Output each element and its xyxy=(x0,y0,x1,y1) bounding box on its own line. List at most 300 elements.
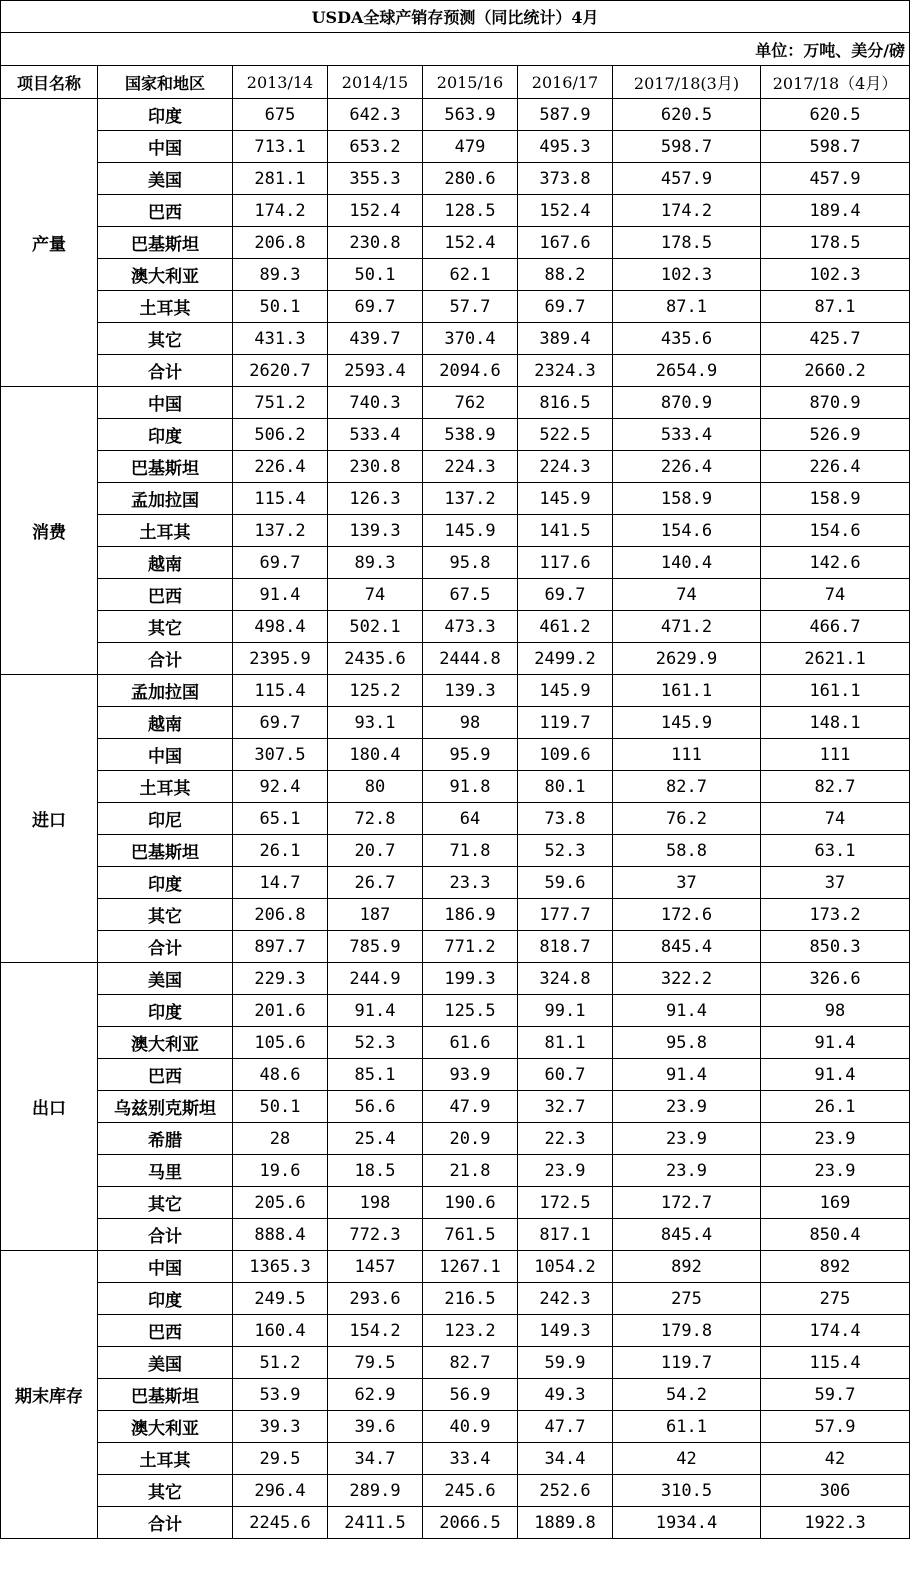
value-cell: 178.5 xyxy=(761,227,910,259)
value-cell: 115.4 xyxy=(233,675,328,707)
category-cell: 产量 xyxy=(1,99,98,387)
value-cell: 137.2 xyxy=(423,483,518,515)
category-cell: 出口 xyxy=(1,963,98,1251)
value-cell: 87.1 xyxy=(613,291,761,323)
region-cell: 中国 xyxy=(98,1251,233,1283)
value-cell: 58.8 xyxy=(613,835,761,867)
value-cell: 230.8 xyxy=(328,227,423,259)
value-cell: 102.3 xyxy=(761,259,910,291)
value-cell: 180.4 xyxy=(328,739,423,771)
region-cell: 合计 xyxy=(98,643,233,675)
value-cell: 71.8 xyxy=(423,835,518,867)
value-cell: 76.2 xyxy=(613,803,761,835)
table-row xyxy=(1,1251,910,1283)
table-row xyxy=(1,1219,910,1251)
region-cell: 澳大利亚 xyxy=(98,1411,233,1443)
value-cell: 169 xyxy=(761,1187,910,1219)
value-cell: 62.9 xyxy=(328,1379,423,1411)
value-cell: 435.6 xyxy=(613,323,761,355)
table-row xyxy=(1,579,910,611)
header-2017-18-april: 2017/18（4月） xyxy=(761,66,910,99)
table-row xyxy=(1,1475,910,1507)
table-row xyxy=(1,1155,910,1187)
table-row xyxy=(1,1091,910,1123)
value-cell: 598.7 xyxy=(613,131,761,163)
value-cell: 93.9 xyxy=(423,1059,518,1091)
value-cell: 91.4 xyxy=(613,995,761,1027)
value-cell: 23.9 xyxy=(761,1155,910,1187)
value-cell: 897.7 xyxy=(233,931,328,963)
value-cell: 56.9 xyxy=(423,1379,518,1411)
value-cell: 39.6 xyxy=(328,1411,423,1443)
value-cell: 244.9 xyxy=(328,963,423,995)
value-cell: 123.2 xyxy=(423,1315,518,1347)
value-cell: 2629.9 xyxy=(613,643,761,675)
region-cell: 印度 xyxy=(98,99,233,131)
region-cell: 美国 xyxy=(98,963,233,995)
header-2015-16: 2015/16 xyxy=(423,66,518,99)
value-cell: 179.8 xyxy=(613,1315,761,1347)
value-cell: 771.2 xyxy=(423,931,518,963)
table-row xyxy=(1,771,910,803)
region-cell: 越南 xyxy=(98,707,233,739)
value-cell: 206.8 xyxy=(233,227,328,259)
value-cell: 870.9 xyxy=(613,387,761,419)
region-cell: 其它 xyxy=(98,611,233,643)
table-row xyxy=(1,1187,910,1219)
region-cell: 印度 xyxy=(98,995,233,1027)
value-cell: 92.4 xyxy=(233,771,328,803)
value-cell: 870.9 xyxy=(761,387,910,419)
value-cell: 160.4 xyxy=(233,1315,328,1347)
value-cell: 126.3 xyxy=(328,483,423,515)
value-cell: 39.3 xyxy=(233,1411,328,1443)
value-cell: 72.8 xyxy=(328,803,423,835)
value-cell: 216.5 xyxy=(423,1283,518,1315)
value-cell: 186.9 xyxy=(423,899,518,931)
table-row xyxy=(1,1123,910,1155)
value-cell: 33.4 xyxy=(423,1443,518,1475)
table-row xyxy=(1,739,910,771)
value-cell: 439.7 xyxy=(328,323,423,355)
value-cell: 137.2 xyxy=(233,515,328,547)
value-cell: 154.2 xyxy=(328,1315,423,1347)
value-cell: 2066.5 xyxy=(423,1507,518,1539)
value-cell: 23.9 xyxy=(761,1123,910,1155)
value-cell: 2245.6 xyxy=(233,1507,328,1539)
table-row xyxy=(1,195,910,227)
value-cell: 226.4 xyxy=(233,451,328,483)
value-cell: 892 xyxy=(761,1251,910,1283)
region-cell: 巴基斯坦 xyxy=(98,451,233,483)
value-cell: 178.5 xyxy=(613,227,761,259)
value-cell: 91.4 xyxy=(613,1059,761,1091)
value-cell: 1922.3 xyxy=(761,1507,910,1539)
table-row xyxy=(1,1507,910,1539)
value-cell: 892 xyxy=(613,1251,761,1283)
value-cell: 26.1 xyxy=(761,1091,910,1123)
value-cell: 2654.9 xyxy=(613,355,761,387)
value-cell: 324.8 xyxy=(518,963,613,995)
region-cell: 美国 xyxy=(98,163,233,195)
value-cell: 91.4 xyxy=(233,579,328,611)
value-cell: 59.7 xyxy=(761,1379,910,1411)
region-cell: 孟加拉国 xyxy=(98,675,233,707)
value-cell: 21.8 xyxy=(423,1155,518,1187)
value-cell: 533.4 xyxy=(328,419,423,451)
value-cell: 187 xyxy=(328,899,423,931)
value-cell: 307.5 xyxy=(233,739,328,771)
value-cell: 201.6 xyxy=(233,995,328,1027)
value-cell: 105.6 xyxy=(233,1027,328,1059)
value-cell: 642.3 xyxy=(328,99,423,131)
value-cell: 99.1 xyxy=(518,995,613,1027)
value-cell: 149.3 xyxy=(518,1315,613,1347)
value-cell: 142.6 xyxy=(761,547,910,579)
value-cell: 23.9 xyxy=(613,1123,761,1155)
header-region: 国家和地区 xyxy=(98,66,233,99)
value-cell: 74 xyxy=(613,579,761,611)
region-cell: 印度 xyxy=(98,419,233,451)
table-row xyxy=(1,995,910,1027)
value-cell: 174.2 xyxy=(233,195,328,227)
value-cell: 2593.4 xyxy=(328,355,423,387)
region-cell: 土耳其 xyxy=(98,291,233,323)
value-cell: 14.7 xyxy=(233,867,328,899)
value-cell: 42 xyxy=(613,1443,761,1475)
header-row xyxy=(1,66,910,99)
value-cell: 2621.1 xyxy=(761,643,910,675)
value-cell: 59.9 xyxy=(518,1347,613,1379)
region-cell: 土耳其 xyxy=(98,771,233,803)
table-row xyxy=(1,835,910,867)
value-cell: 471.2 xyxy=(613,611,761,643)
value-cell: 23.9 xyxy=(518,1155,613,1187)
value-cell: 1934.4 xyxy=(613,1507,761,1539)
region-cell: 巴西 xyxy=(98,1315,233,1347)
value-cell: 52.3 xyxy=(518,835,613,867)
table-row xyxy=(1,1059,910,1091)
region-cell: 乌兹别克斯坦 xyxy=(98,1091,233,1123)
value-cell: 95.9 xyxy=(423,739,518,771)
value-cell: 61.6 xyxy=(423,1027,518,1059)
table-row xyxy=(1,99,910,131)
value-cell: 2435.6 xyxy=(328,643,423,675)
value-cell: 275 xyxy=(613,1283,761,1315)
value-cell: 34.4 xyxy=(518,1443,613,1475)
value-cell: 275 xyxy=(761,1283,910,1315)
table-row xyxy=(1,1443,910,1475)
value-cell: 93.1 xyxy=(328,707,423,739)
value-cell: 199.3 xyxy=(423,963,518,995)
region-cell: 越南 xyxy=(98,547,233,579)
value-cell: 89.3 xyxy=(328,547,423,579)
value-cell: 25.4 xyxy=(328,1123,423,1155)
value-cell: 98 xyxy=(761,995,910,1027)
table-row xyxy=(1,1379,910,1411)
value-cell: 54.2 xyxy=(613,1379,761,1411)
value-cell: 620.5 xyxy=(761,99,910,131)
region-cell: 巴西 xyxy=(98,1059,233,1091)
value-cell: 62.1 xyxy=(423,259,518,291)
value-cell: 87.1 xyxy=(761,291,910,323)
value-cell: 850.4 xyxy=(761,1219,910,1251)
value-cell: 125.5 xyxy=(423,995,518,1027)
value-cell: 37 xyxy=(613,867,761,899)
value-cell: 95.8 xyxy=(613,1027,761,1059)
value-cell: 538.9 xyxy=(423,419,518,451)
value-cell: 498.4 xyxy=(233,611,328,643)
region-cell: 印度 xyxy=(98,1283,233,1315)
value-cell: 306 xyxy=(761,1475,910,1507)
value-cell: 48.6 xyxy=(233,1059,328,1091)
value-cell: 145.9 xyxy=(423,515,518,547)
header-item-name: 项目名称 xyxy=(1,66,98,99)
value-cell: 653.2 xyxy=(328,131,423,163)
table-row xyxy=(1,387,910,419)
value-cell: 772.3 xyxy=(328,1219,423,1251)
region-cell: 孟加拉国 xyxy=(98,483,233,515)
value-cell: 145.9 xyxy=(518,675,613,707)
value-cell: 224.3 xyxy=(423,451,518,483)
value-cell: 522.5 xyxy=(518,419,613,451)
region-cell: 澳大利亚 xyxy=(98,1027,233,1059)
value-cell: 56.6 xyxy=(328,1091,423,1123)
value-cell: 2620.7 xyxy=(233,355,328,387)
value-cell: 280.6 xyxy=(423,163,518,195)
value-cell: 242.3 xyxy=(518,1283,613,1315)
value-cell: 845.4 xyxy=(613,931,761,963)
category-cell: 进口 xyxy=(1,675,98,963)
table-row xyxy=(1,643,910,675)
table-row xyxy=(1,451,910,483)
value-cell: 115.4 xyxy=(761,1347,910,1379)
value-cell: 111 xyxy=(761,739,910,771)
value-cell: 1365.3 xyxy=(233,1251,328,1283)
value-cell: 1457 xyxy=(328,1251,423,1283)
value-cell: 91.8 xyxy=(423,771,518,803)
value-cell: 598.7 xyxy=(761,131,910,163)
value-cell: 761.5 xyxy=(423,1219,518,1251)
value-cell: 18.5 xyxy=(328,1155,423,1187)
value-cell: 154.6 xyxy=(761,515,910,547)
region-cell: 澳大利亚 xyxy=(98,259,233,291)
value-cell: 74 xyxy=(761,579,910,611)
value-cell: 355.3 xyxy=(328,163,423,195)
region-cell: 合计 xyxy=(98,1507,233,1539)
value-cell: 115.4 xyxy=(233,483,328,515)
value-cell: 751.2 xyxy=(233,387,328,419)
value-cell: 125.2 xyxy=(328,675,423,707)
value-cell: 22.3 xyxy=(518,1123,613,1155)
value-cell: 158.9 xyxy=(613,483,761,515)
value-cell: 50.1 xyxy=(233,291,328,323)
region-cell: 合计 xyxy=(98,1219,233,1251)
table-row xyxy=(1,931,910,963)
value-cell: 506.2 xyxy=(233,419,328,451)
value-cell: 587.9 xyxy=(518,99,613,131)
region-cell: 中国 xyxy=(98,739,233,771)
value-cell: 249.5 xyxy=(233,1283,328,1315)
value-cell: 152.4 xyxy=(328,195,423,227)
value-cell: 675 xyxy=(233,99,328,131)
header-2017-18-march: 2017/18(3月) xyxy=(613,66,761,99)
value-cell: 42 xyxy=(761,1443,910,1475)
value-cell: 85.1 xyxy=(328,1059,423,1091)
value-cell: 206.8 xyxy=(233,899,328,931)
value-cell: 1054.2 xyxy=(518,1251,613,1283)
value-cell: 473.3 xyxy=(423,611,518,643)
value-cell: 69.7 xyxy=(518,291,613,323)
value-cell: 28 xyxy=(233,1123,328,1155)
header-2014-15: 2014/15 xyxy=(328,66,423,99)
value-cell: 785.9 xyxy=(328,931,423,963)
table-row xyxy=(1,963,910,995)
table-row xyxy=(1,355,910,387)
value-cell: 63.1 xyxy=(761,835,910,867)
value-cell: 119.7 xyxy=(613,1347,761,1379)
value-cell: 59.6 xyxy=(518,867,613,899)
value-cell: 172.5 xyxy=(518,1187,613,1219)
value-cell: 73.8 xyxy=(518,803,613,835)
region-cell: 土耳其 xyxy=(98,515,233,547)
value-cell: 230.8 xyxy=(328,451,423,483)
value-cell: 370.4 xyxy=(423,323,518,355)
value-cell: 816.5 xyxy=(518,387,613,419)
value-cell: 32.7 xyxy=(518,1091,613,1123)
value-cell: 495.3 xyxy=(518,131,613,163)
value-cell: 224.3 xyxy=(518,451,613,483)
value-cell: 23.9 xyxy=(613,1155,761,1187)
value-cell: 152.4 xyxy=(423,227,518,259)
value-cell: 818.7 xyxy=(518,931,613,963)
value-cell: 2094.6 xyxy=(423,355,518,387)
value-cell: 139.3 xyxy=(423,675,518,707)
unit-label: 单位：万吨、美分/磅 xyxy=(1,33,910,66)
value-cell: 23.9 xyxy=(613,1091,761,1123)
value-cell: 141.5 xyxy=(518,515,613,547)
value-cell: 67.5 xyxy=(423,579,518,611)
region-cell: 印尼 xyxy=(98,803,233,835)
region-cell: 中国 xyxy=(98,387,233,419)
value-cell: 762 xyxy=(423,387,518,419)
table-row xyxy=(1,291,910,323)
value-cell: 148.1 xyxy=(761,707,910,739)
header-2016-17: 2016/17 xyxy=(518,66,613,99)
value-cell: 252.6 xyxy=(518,1475,613,1507)
value-cell: 152.4 xyxy=(518,195,613,227)
table-row xyxy=(1,867,910,899)
value-cell: 2411.5 xyxy=(328,1507,423,1539)
value-cell: 37 xyxy=(761,867,910,899)
table-row xyxy=(1,899,910,931)
table-row xyxy=(1,1315,910,1347)
value-cell: 172.6 xyxy=(613,899,761,931)
table-row xyxy=(1,547,910,579)
region-cell: 印度 xyxy=(98,867,233,899)
value-cell: 20.7 xyxy=(328,835,423,867)
table-row xyxy=(1,163,910,195)
value-cell: 40.9 xyxy=(423,1411,518,1443)
table-row xyxy=(1,611,910,643)
table-row xyxy=(1,483,910,515)
header-2013-14: 2013/14 xyxy=(233,66,328,99)
value-cell: 226.4 xyxy=(613,451,761,483)
region-cell: 巴基斯坦 xyxy=(98,1379,233,1411)
value-cell: 82.7 xyxy=(613,771,761,803)
value-cell: 34.7 xyxy=(328,1443,423,1475)
value-cell: 50.1 xyxy=(233,1091,328,1123)
value-cell: 310.5 xyxy=(613,1475,761,1507)
value-cell: 479 xyxy=(423,131,518,163)
value-cell: 161.1 xyxy=(613,675,761,707)
value-cell: 174.2 xyxy=(613,195,761,227)
value-cell: 69.7 xyxy=(518,579,613,611)
region-cell: 土耳其 xyxy=(98,1443,233,1475)
region-cell: 其它 xyxy=(98,323,233,355)
region-cell: 巴基斯坦 xyxy=(98,835,233,867)
value-cell: 205.6 xyxy=(233,1187,328,1219)
value-cell: 82.7 xyxy=(423,1347,518,1379)
value-cell: 98 xyxy=(423,707,518,739)
value-cell: 47.7 xyxy=(518,1411,613,1443)
value-cell: 158.9 xyxy=(761,483,910,515)
value-cell: 49.3 xyxy=(518,1379,613,1411)
table-row xyxy=(1,515,910,547)
value-cell: 1267.1 xyxy=(423,1251,518,1283)
value-cell: 139.3 xyxy=(328,515,423,547)
value-cell: 65.1 xyxy=(233,803,328,835)
value-cell: 740.3 xyxy=(328,387,423,419)
region-cell: 合计 xyxy=(98,355,233,387)
value-cell: 245.6 xyxy=(423,1475,518,1507)
value-cell: 119.7 xyxy=(518,707,613,739)
value-cell: 845.4 xyxy=(613,1219,761,1251)
region-cell: 美国 xyxy=(98,1347,233,1379)
category-cell: 消费 xyxy=(1,387,98,675)
value-cell: 322.2 xyxy=(613,963,761,995)
value-cell: 47.9 xyxy=(423,1091,518,1123)
table-row xyxy=(1,1283,910,1315)
value-cell: 425.7 xyxy=(761,323,910,355)
value-cell: 461.2 xyxy=(518,611,613,643)
table-row xyxy=(1,1347,910,1379)
value-cell: 53.9 xyxy=(233,1379,328,1411)
value-cell: 198 xyxy=(328,1187,423,1219)
value-cell: 57.9 xyxy=(761,1411,910,1443)
value-cell: 82.7 xyxy=(761,771,910,803)
value-cell: 29.5 xyxy=(233,1443,328,1475)
value-cell: 563.9 xyxy=(423,99,518,131)
value-cell: 161.1 xyxy=(761,675,910,707)
value-cell: 466.7 xyxy=(761,611,910,643)
value-cell: 2324.3 xyxy=(518,355,613,387)
value-cell: 326.6 xyxy=(761,963,910,995)
region-cell: 希腊 xyxy=(98,1123,233,1155)
value-cell: 2444.8 xyxy=(423,643,518,675)
value-cell: 173.2 xyxy=(761,899,910,931)
region-cell: 其它 xyxy=(98,1475,233,1507)
value-cell: 2499.2 xyxy=(518,643,613,675)
region-cell: 合计 xyxy=(98,931,233,963)
value-cell: 20.9 xyxy=(423,1123,518,1155)
value-cell: 80 xyxy=(328,771,423,803)
value-cell: 74 xyxy=(328,579,423,611)
region-cell: 巴西 xyxy=(98,579,233,611)
region-cell: 其它 xyxy=(98,1187,233,1219)
value-cell: 289.9 xyxy=(328,1475,423,1507)
value-cell: 154.6 xyxy=(613,515,761,547)
